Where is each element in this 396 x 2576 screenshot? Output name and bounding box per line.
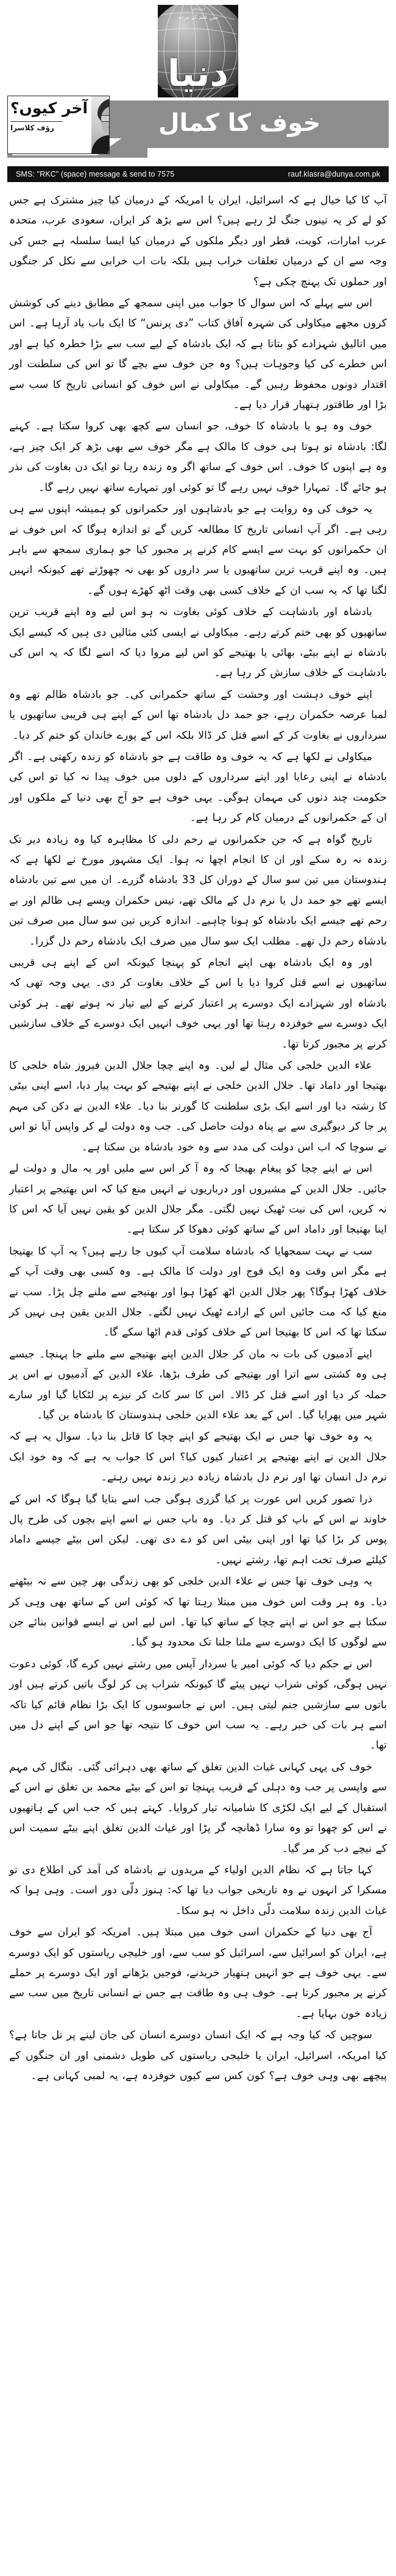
author-name: رؤف کلاسرا — [10, 123, 54, 132]
article-paragraph: اپنے آدمیوں کی بات نہ مان کر جلال الدین اپنے بھتیجے سے ملنے جا پہنچا۔ جیسے ہی وہ کشتی سے اترا اور بھتیجے کی طرف بڑھا، علاء الدین کے آدمیوں نے اس پر حملہ کر دیا اور اسے قتل کر ڈالا۔ اس کا سر کاٹ کر نیزے پر لٹکایا گیا اور سارے شہر میں پھرایا گیا۔ اس کے بعد علاء الدین خلجی ہندوستان کا بادشاہ بن گیا۔ — [9, 1348, 387, 1421]
article-paragraph: اس سے پہلے کہ اس سوال کا جواب میں اپنی سمجھ کے مطابق دینے کی کوشش کروں مجھے میکاولی کی شہرہ آفاق کتاب ”دی پرنس“ کا ایک باب یاد آرہا ہے۔ اس میں اتالیق شہزادے کو بتاتا ہے کہ ایک بادشاہ کے لیے سب سے بڑا خطرہ کیا ہے اور اس خطرے کی کیا وجوہات ہیں؟ وہ جن خوف سے بچے گا تو اس کی سلطنت اور اقتدار دونوں محفوظ رہیں گے۔ میکاولی نے اس خوف کو انسانی تاریخ کا سب سے بڑا اور طاقتور ہتھیار قرار دیا ہے۔ — [9, 297, 387, 412]
page-title: خوف کا کمال — [158, 109, 321, 137]
logo-wordmark: دنیا — [167, 52, 229, 95]
avatar-mouth — [108, 127, 110, 128]
article-paragraph: یہ وہی خوف تھا جس نے علاء الدین خلجی کو بھی زندگی بھر چین سے نہ بیٹھنے دیا۔ وہ ہر وقت اس خوف میں مبتلا رہتا تھا کہ کوئی اس کے ساتھ بھی وہی کر سکتا ہے جو اس نے اپنے چچا کے ساتھ کیا تھا۔ اس لیے اس نے ایسے قوانین بنائے جن سے لوگوں کا ایک دوسرے سے ملنا جلنا تک محدود ہو گیا۔ — [9, 1575, 387, 1649]
column-meta — [8, 96, 91, 153]
column-title: آخر کیوں؟ — [10, 99, 88, 117]
title-band — [7, 100, 389, 166]
article-body — [9, 191, 387, 2086]
article-paragraph: ذرا تصور کریں اس عورت پر کیا گزری ہوگی جب اسے بتایا گیا ہوگا کہ اس کے خاوند نے اس کے باپ کو قتل کر دیا۔ وہ باپ جس نے اسے اپنے بچوں کی طرح پال پوس کر بڑا کیا تھا اور اپنی بیٹی اس کو دے دی تھی۔ لیکن اس بیٹے جیسے داماد کیلئے صرف تخت اہم تھا، رشتے نہیں۔ — [9, 1493, 387, 1566]
masthead — [0, 0, 396, 100]
article-paragraph: آپ کا کیا خیال ہے کہ اسرائیل، ایران یا امریکہ کے درمیان کیا چیز مشترک ہے جس کو لے کر یہ تینوں جنگ لڑ رہے ہیں؟ اس سے بڑھ کر ایران، سعودی عرب، متحدہ عرب امارات، کویت، قطر اور دیگر ملکوں کے درمیان کیا ایسا سلسلہ ہے جس کی وجہ سے ان کے درمیان تعلقات خراب ہیں بلکہ بات اب خرابی سے نکل کر جنگوں اور حملوں تک پہنچ چکی ہے؟ — [9, 194, 387, 288]
article-paragraph: بادشاہ اور بادشاہت کے خلاف کوئی بغاوت نہ ہو اس لیے وہ اپنے قریب ترین ساتھیوں کو بھی ختم کرتے رہے۔ میکاولی نے ایسی کئی مثالیں دی ہیں کہ کیسے ایک بادشاہ نے اپنے بیٹے، بھائی یا بھتیجے کو اس لیے مروا دیا کہ اسے لگا کہ یہ اس کی بادشاہت کے خلاف سازش کر رہا ہے۔ — [9, 606, 387, 680]
divider — [10, 121, 63, 122]
article-paragraph: تاریخ گواہ ہے کہ جن حکمرانوں نے رحم دلی کا مظاہرہ کیا وہ زیادہ دیر تک زندہ نہ رہ سکے اور ان کا انجام اچھا نہ ہوا۔ ایک مشہور مورخ نے لکھا ہے کہ ہندوستان میں تین سو سال کے دوران کل 33 بادشاہ گزرے۔ ان میں سے تین بادشاہ ایسے تھے جو حمد دل یا نرم دل کے مالک تھے، تیس حکمران ویسے ہی ظالم اور بے رحم تھے جیسے ایک بادشاہ کو ہونا چاہیے۔ اندازہ کریں تین سو سال میں صرف تین بادشاہ رحم دل تھے۔ مطلب ایک سو سال میں صرف ایک بادشاہ رحم دل گزرا۔ — [9, 833, 387, 948]
article-paragraph: اور وہ ایک بادشاہ بھی اپنے انجام کو پہنچا کیونکہ اس کے اپنے ہی قریبی ساتھیوں نے اسے قتل کروا دیا یا اس کے خلاف بغاوت کر دی۔ یہی وجہ تھی کہ بادشاہ اور شہزادے ایک دوسرے پر اعتبار کرنے کے لیے تیار نہ ہوتے تھے۔ ہر کوئی ایک دوسرے سے خوفزدہ رہتا تھا اور یہی خوف انہیں ایک دوسرے کے خلاف سازشیں کرنے پر مجبور کرتا تھا۔ — [9, 957, 387, 1050]
article-paragraph: اپنے خوف دہشت اور وحشت کے ساتھ حکمرانی کی۔ جو بادشاہ ظالم تھے وہ لمبا عرصہ حکمران رہے، جو حمد دل بادشاہ تھا اس کے اپنے ہی قریبی ساتھیوں یا سرداروں نے بغاوت کر کے اسے قتل کر ڈالا بلکہ اس کے پورے خاندان کو ختم کر دیا۔ — [9, 688, 387, 742]
article-paragraph: سوچیں کہ کیا وجہ ہے کہ ایک انسان دوسرے انسان کی جان لینے پر تل جاتا ہے؟ کیا امریکہ، اسرائیل، ایران یا خلیجی ریاستوں کی طویل دشمنی اور ان جنگوں کے پیچھے بھی وہی خوف ہے؟ کون کس سے کیوں خوفزدہ ہے، یہ لمبی کہانی ہے۔ — [9, 2029, 387, 2082]
dunya-logo — [158, 5, 238, 97]
article-paragraph: اس نے حکم دیا کہ کوئی امیر یا سردار آپس میں رشتے نہیں کرے گا، کوئی دعوت نہیں ہوگی، کوئی شراب نہیں پیئے گا کیونکہ شراب پی کر لوگ باتیں کرتے ہیں اور باتوں سے سازشیں جنم لیتی ہیں۔ اس نے جاسوسوں کا ایک بڑا نظام قائم کیا تاکہ اسے ہر بات کی خبر رہے۔ یہ سب اس خوف کا نتیجہ تھا جو اس کے اپنے دل میں تھا۔ — [9, 1658, 387, 1752]
article-paragraph: یہ وہ خوف تھا جس نے ایک بھتیجے کو اپنے چچا کا قاتل بنا دیا۔ سوال یہ ہے کہ جلال الدین نے اپنے بھتیجے پر اعتبار کیوں کیا؟ اس کا جواب یہ ہے کہ وہ خود ایک نرم دل انسان تھا اور نرم دل بادشاہ زیادہ دیر زندہ نہیں رہتے۔ — [9, 1431, 387, 1484]
sms-instruction: SMS: "RKC" (space) message & send to 7575 — [16, 170, 175, 178]
article-paragraph: کہا جاتا ہے کہ نظام الدین اولیاء کے مریدوں نے بادشاہ کی آمد کی اطلاع دی تو مسکرا کر انہوں نے وہ تاریخی جواب دیا تھا کہ: ہنوز دلّی دور است۔ وہی ہوا کہ غیاث الدین زندہ سلامت دلّی داخل نہ ہو سکا۔ — [9, 1863, 387, 1917]
article-paragraph: یہ خوف کی وہ روایت ہے جو بادشاہوں اور حکمرانوں کو ہمیشہ اپنوں سے ہی رہی ہے۔ اگر آپ انسانی تاریخ کا مطالعہ کریں گے تو اندازہ ہوگا کہ اس خوف نے ان حکمرانوں کو بہت سے ایسے کام کرنے پر مجبور کیا جو ہماری سمجھ سے باہر ہیں۔ وہ اپنے قریب ترین ساتھیوں یا سر داروں کو بھی نہ چھوڑتے تھے کیونکہ انہیں لگتا تھا کہ یہ سب ان کے خلاف کسی بھی وقت اٹھ کھڑے ہوں گے۔ — [9, 503, 387, 597]
article-paragraph: سب نے بہت سمجھایا کہ بادشاہ سلامت آپ کیوں جا رہے ہیں؟ یہ آپ کا بھتیجا ہے مگر اس وقت وہ ایک فوج اور دولت کا مالک ہے۔ وہ کسی بھی وقت آپ کے خلاف کھڑا ہوگا؟ پھر جلال الدین اٹھ کھڑا ہوا اور بھتیجے سے ملنے چل پڑا۔ سب نے منع کیا کہ مت جائیں اس کے ارادے ٹھیک نہیں لگتے۔ جلال الدین یقین ہی نہیں کر سکتا تھا کہ اس کا بھتیجا اس کے خلاف کوئی قدم اٹھا سکے گا۔ — [9, 1245, 387, 1339]
column-branding — [7, 96, 110, 154]
glasses-icon — [101, 115, 110, 121]
article-paragraph: خوف کی یہی کہانی غیاث الدین تغلق کے ساتھ بھی دہرائی گئی۔ بنگال کی مہم سے واپسی پر جب وہ دہلی کے قریب پہنچا تو اس کے بیٹے محمد بن تغلق نے اس کے استقبال کے لیے ایک لکڑی کا شامیانہ تیار کروایا۔ کہتے ہیں کہ جب اس کے ہاتھیوں نے اس کو چھوا تو وہ سارا ڈھانچہ گر پڑا اور غیاث الدین تغلق اپنے بیٹے سمیت اس کے نیچے دب کر مر گیا۔ — [9, 1761, 387, 1855]
contact-strip — [7, 166, 389, 182]
article-paragraph: اس نے اپنے چچا کو پیغام بھیجا کہ وہ آ کر اس سے ملیں اور یہ مال و دولت لے جائیں۔ جلال الدین کے مشیروں اور درباریوں نے انہیں منع کیا کہ اس بھتیجے پر اعتبار نہ کریں، اس کی نیت ٹھیک نہیں لگتی۔ مگر جلال الدین کو یقین نہیں آیا کہ اس کا اپنا بھتیجا اور داماد اس کے ساتھ کوئی دھوکا کر سکتا ہے۔ — [9, 1163, 387, 1236]
author-email[interactable]: rauf.klasra@dunya.com.pk — [288, 170, 380, 178]
logo-tiny-text: انشاءاللہ — [191, 7, 205, 12]
article-paragraph: میکاولی نے لکھا ہے کہ یہ خوف وہ طاقت ہے جو بادشاہ کو زندہ رکھتی ہے۔ اگر بادشاہ نے اپنی رعایا اور اپنے سرداروں کے دلوں میں خوف پیدا نہ کیا تو اس کی حکومت چند دنوں کی مہمان ہوگی۔ یہی خوف ہے جو آج بھی دنیا کے ملکوں اور ان کے حکمرانوں کے درمیان کام کر رہا ہے۔ — [9, 750, 387, 825]
author-avatar — [91, 96, 110, 153]
article-paragraph: علاء الدین خلجی کی مثال لے لیں۔ وہ اپنے چچا جلال الدین فیروز شاہ خلجی کا بھتیجا اور داماد تھا۔ جلال الدین خلجی نے اپنے بھتیجے کو بہت پیار دیا، اسے اپنی بیٹی کا رشتہ دیا اور اسے ایک بڑی سلطنت کا گورنر بنا دیا۔ علاء الدین نے دکن کی مہم پر جا کر دیوگیری سے بے پناہ دولت حاصل کی۔ جب وہ دولت لے کر واپس آیا تو اس نے سوچا کہ اب اس دولت کی مدد سے وہ خود بادشاہ بن سکتا ہے۔ — [9, 1060, 387, 1153]
article-paragraph: آج بھی دنیا کے حکمران اسی خوف میں مبتلا ہیں۔ امریکہ کو ایران سے خوف ہے، ایران کو اسرائیل سے، اسرائیل کو سب سے، اور خلیجی ریاستوں کو ایک دوسرے سے۔ یہی خوف ہے جو انہیں ہتھیار خریدنے، فوجیں بڑھانے اور ایک دوسرے پر حملے کرنے پر مجبور کرتا ہے۔ خوف ہی وہ طاقت ہے جس نے انسانی تاریخ میں سب سے زیادہ خون بہایا ہے۔ — [9, 1926, 387, 2020]
article-paragraph: خوف وہ ہو یا بادشاہ کا خوف، جو انسان سے کچھ بھی کروا سکتا ہے۔ کہنے لگا: بادشاہ تو ہوتا ہی خوف کا مالک ہے مگر خوف سے بھی بڑھ کر ایک چیز ہے، وہ ہے اپنوں کا خوف۔ اس خوف کے ساتھ اگر وہ زندہ رہا تو ایک دن بغاوت کی نذر ہو جائے گا۔ تمہارا خوف نہیں رہے گا تو کوئی اور تمہارے ساتھ نہیں رہے گا۔ — [9, 420, 387, 494]
logo-sub-text: میں علم کے مردہ — [178, 15, 218, 21]
